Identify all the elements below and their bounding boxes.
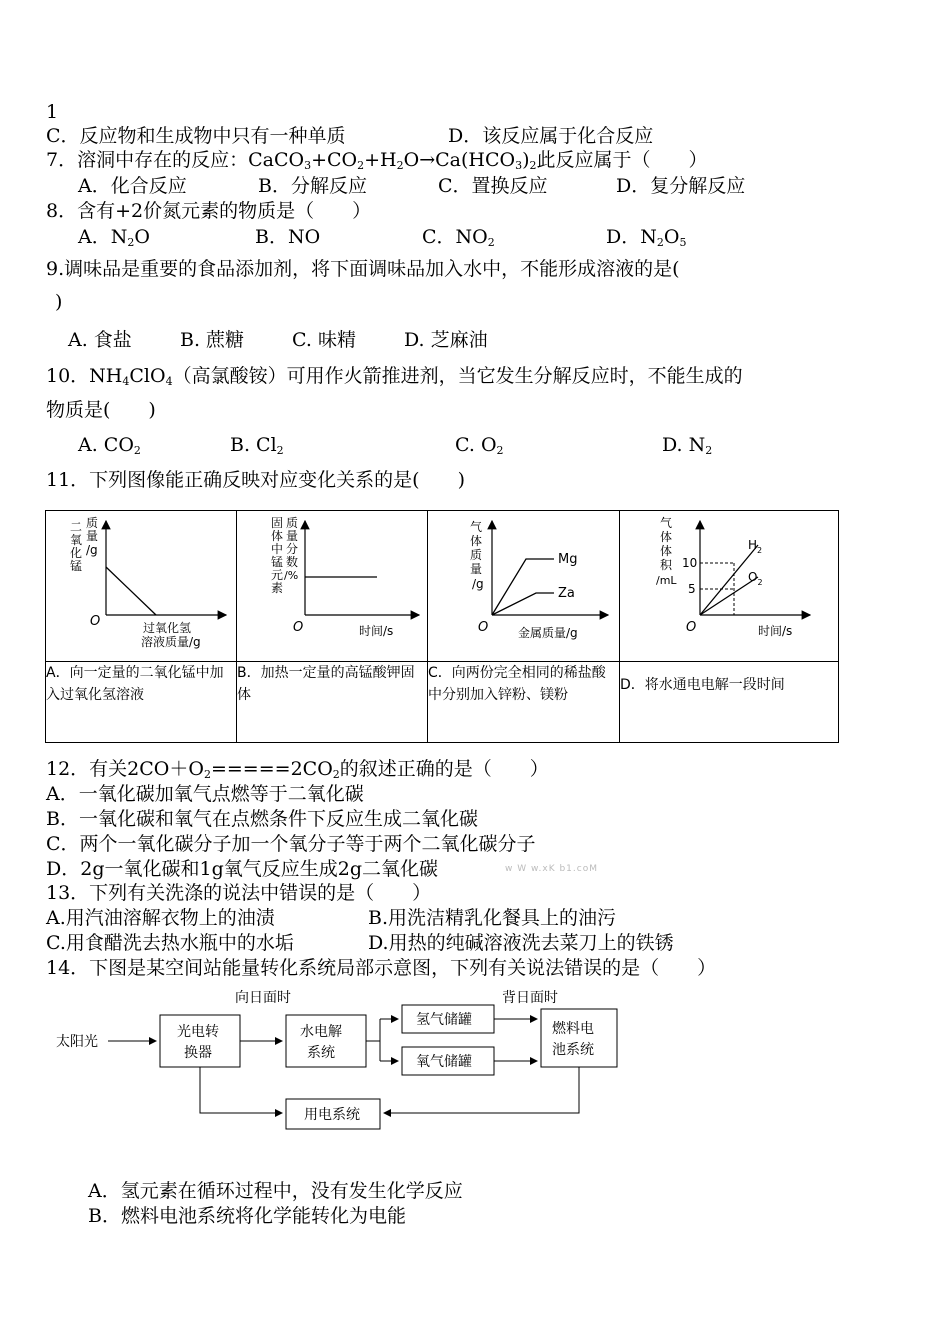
q12-option-c[interactable]: C．两个一氧化碳分子加一个氧分子等于两个二氧化碳分子 bbox=[46, 833, 536, 855]
q14-option-a[interactable]: A．氢元素在循环过程中，没有发生化学反应 bbox=[88, 1180, 463, 1202]
graph-d bbox=[620, 511, 838, 657]
q10-option-b[interactable]: B. $Cl_2$ bbox=[230, 434, 284, 457]
q9-option-c[interactable]: C. 味精 bbox=[292, 329, 356, 351]
graph-a-ylabel: 二 bbox=[70, 520, 83, 534]
electrolysis-label: 水电解 bbox=[300, 1024, 342, 1040]
graph-c-curve-zn bbox=[492, 593, 554, 615]
graph-c-mg-label: Mg bbox=[558, 552, 578, 567]
graph-c-cell bbox=[428, 511, 620, 662]
graph-d-origin: O bbox=[686, 620, 697, 635]
q8-stem: 8．含有+2价氮元素的物质是（ ） bbox=[46, 200, 372, 222]
graph-a-ylabel-2: 氧 bbox=[70, 533, 83, 547]
q8-option-b[interactable]: B．NO bbox=[255, 226, 321, 248]
q6-option-c[interactable]: C．反应物和生成物中只有一种单质 bbox=[46, 125, 346, 147]
sun-label: 太阳光 bbox=[56, 1034, 98, 1050]
graph-c-origin: O bbox=[478, 620, 489, 635]
graph-d-caption[interactable]: D．将水通电电解一段时间 bbox=[620, 662, 839, 743]
graph-a-ylabel-4: 锰 bbox=[70, 559, 83, 573]
q7-option-a[interactable]: A．化合反应 bbox=[78, 175, 187, 197]
q7-option-b[interactable]: B．分解反应 bbox=[258, 175, 367, 197]
q12-stem: 12．有关$2CO+O_2=====2CO_2$的叙述正确的是（ ） bbox=[46, 758, 549, 781]
h2-tank-label: 氢气储罐 bbox=[416, 1012, 472, 1028]
q12-option-a[interactable]: A．一氧化碳加氧气点燃等于二氧化碳 bbox=[46, 783, 364, 805]
graph-b-ylabel-9: 分 bbox=[286, 542, 299, 556]
q11-stem: 11．下列图像能正确反映对应变化关系的是( ) bbox=[46, 469, 466, 491]
q13-option-b[interactable]: B.用洗洁精乳化餐具上的油污 bbox=[368, 907, 617, 929]
graph-b-ylabel-6: 素 bbox=[271, 581, 284, 595]
graph-c-curve-mg bbox=[492, 559, 554, 615]
q8-option-c[interactable]: C．$NO_2$ bbox=[422, 226, 495, 249]
q10-stem: 10．$NH_4ClO_4$（高氯酸铵）可用作火箭推进剂，当它发生分解反应时，不能生成的 bbox=[46, 365, 743, 388]
electrolysis-label-2: 系统 bbox=[307, 1045, 335, 1061]
watermark: w W w.xK b1.coM bbox=[505, 864, 598, 874]
graph-b bbox=[237, 511, 427, 657]
graph-b-ylabel-10: 数 bbox=[286, 555, 299, 569]
q9-option-a[interactable]: A. 食盐 bbox=[68, 329, 132, 351]
pv-converter-label: 光电转 bbox=[177, 1024, 219, 1040]
q10-option-d[interactable]: D. $N_2$ bbox=[662, 434, 713, 457]
graph-d-tick-5: 5 bbox=[688, 582, 696, 596]
q14-option-b[interactable]: B．燃料电池系统将化学能转化为电能 bbox=[88, 1205, 406, 1227]
graph-d-ylabel-2: 体 bbox=[660, 530, 673, 544]
graph-d-tick-10: 10 bbox=[682, 556, 698, 570]
graph-a-curve bbox=[106, 567, 156, 615]
o2-tank-label: 氧气储罐 bbox=[416, 1054, 472, 1070]
graph-b-ylabel-8: 量 bbox=[286, 529, 299, 543]
graph-d-cell bbox=[620, 511, 839, 662]
q8-option-d[interactable]: D．$N_2O_5$ bbox=[606, 226, 687, 249]
q7-option-d[interactable]: D．复分解反应 bbox=[616, 175, 746, 197]
pv-converter-label-2: 换器 bbox=[184, 1045, 212, 1061]
q13-option-d[interactable]: D.用热的纯碱溶液洗去菜刀上的铁锈 bbox=[368, 932, 674, 954]
graph-a-ylabel-3: 化 bbox=[70, 546, 83, 560]
q7-stem: 7．溶洞中存在的反应：$CaCO_3+CO_2+H_2O\to Ca(HCO_3)_2$此反应属于（ ） bbox=[46, 149, 708, 172]
q10-option-c[interactable]: C. $O_2$ bbox=[455, 434, 504, 457]
day-label: 向日面时 bbox=[235, 990, 291, 1006]
q13-option-a[interactable]: A.用汽油溶解衣物上的油渍 bbox=[46, 907, 275, 929]
q9-option-b[interactable]: B. 蔗糖 bbox=[180, 329, 245, 351]
graph-c-ylabel-5: /g bbox=[472, 577, 484, 591]
graph-a-ylabel-6: 量 bbox=[86, 529, 99, 543]
q14-stem: 14．下图是某空间站能量转化系统局部示意图，下列有关说法错误的是（ ） bbox=[46, 957, 717, 979]
graph-b-ylabel-11: /% bbox=[284, 569, 299, 582]
q8-option-a[interactable]: A．$N_2O$ bbox=[78, 226, 150, 249]
graph-d-ylabel-3: 体 bbox=[660, 544, 673, 558]
graph-b-origin: O bbox=[293, 620, 304, 635]
graph-a-ylabel-7: /g bbox=[86, 543, 98, 557]
graph-b-cell bbox=[237, 511, 428, 662]
energy-diagram bbox=[50, 985, 630, 1135]
fuel-cell-label-2: 池系统 bbox=[552, 1042, 594, 1058]
graph-b-ylabel-2: 体 bbox=[271, 529, 284, 543]
graph-d-h2-label: $H_2$ bbox=[748, 538, 763, 555]
graph-d-xlabel: 时间/s bbox=[758, 624, 793, 638]
graph-d-ylabel: 气 bbox=[660, 516, 673, 530]
graph-a-xlabel: 过氧化氢 bbox=[143, 621, 192, 635]
graph-c-ylabel-3: 质 bbox=[470, 548, 483, 562]
graph-c-ylabel-2: 体 bbox=[470, 534, 483, 548]
q9-stem: 9.调味品是重要的食品添加剂，将下面调味品加入水中，不能形成溶液的是( bbox=[46, 258, 680, 280]
graph-b-ylabel-3: 中 bbox=[271, 542, 284, 556]
q6-option-d[interactable]: D．该反应属于化合反应 bbox=[448, 125, 654, 147]
graph-a-ylabel-5: 质 bbox=[86, 516, 99, 530]
q13-stem: 13．下列有关洗涤的说法中错误的是（ ） bbox=[46, 882, 432, 904]
graph-c-xlabel: 金属质量/g bbox=[518, 626, 578, 640]
graph-b-caption[interactable]: B．加热一定量的高锰酸钾固体 bbox=[237, 662, 428, 743]
graph-b-ylabel-5: 元 bbox=[271, 568, 284, 582]
graph-b-ylabel-7: 质 bbox=[286, 516, 299, 530]
graph-c-zn-label: Za bbox=[558, 586, 575, 601]
graph-d-ylabel-5: /mL bbox=[656, 574, 677, 587]
graph-a-origin: O bbox=[90, 614, 101, 629]
graph-d-o2-label: $O_2$ bbox=[748, 570, 763, 587]
q11-graph-table bbox=[45, 510, 839, 743]
q12-option-d[interactable]: D．2g一氧化碳和1g氧气反应生成2g二氧化碳 bbox=[46, 858, 438, 880]
graph-a-cell bbox=[46, 511, 237, 662]
graph-b-ylabel: 固 bbox=[271, 516, 284, 530]
graph-b-ylabel-4: 锰 bbox=[271, 555, 284, 569]
graph-c-ylabel: 气 bbox=[470, 520, 483, 534]
graph-c-ylabel-4: 量 bbox=[470, 562, 483, 576]
fuel-cell-label: 燃料电 bbox=[552, 1021, 594, 1037]
graph-a-caption[interactable]: A．向一定量的二氧化锰中加入过氧化氢溶液 bbox=[46, 662, 237, 743]
night-label: 背日面时 bbox=[502, 990, 558, 1006]
graph-b-xlabel: 时间/s bbox=[359, 624, 394, 638]
load-label: 用电系统 bbox=[304, 1107, 360, 1123]
q7-option-c[interactable]: C．置换反应 bbox=[438, 175, 548, 197]
q9-option-d[interactable]: D. 芝麻油 bbox=[404, 329, 488, 351]
q12-option-b[interactable]: B．一氧化碳和氧气在点燃条件下反应生成二氧化碳 bbox=[46, 808, 478, 830]
graph-a bbox=[46, 511, 236, 657]
page-number: 1 bbox=[46, 101, 59, 123]
graph-a-xlabel-2: 溶液质量/g bbox=[141, 635, 201, 649]
graph-c bbox=[428, 511, 619, 657]
q10-stem-line2: 物质是( ) bbox=[46, 399, 156, 421]
graph-c-caption[interactable]: C．向两份完全相同的稀盐酸中分别加入锌粉、镁粉 bbox=[428, 662, 620, 743]
q10-option-a[interactable]: A. $CO_2$ bbox=[78, 434, 141, 457]
fuel-cell-box bbox=[541, 1009, 617, 1067]
q13-option-c[interactable]: C.用食醋洗去热水瓶中的水垢 bbox=[46, 932, 294, 954]
q9-stem-close: ) bbox=[55, 291, 63, 313]
graph-d-ylabel-4: 积 bbox=[660, 558, 673, 572]
